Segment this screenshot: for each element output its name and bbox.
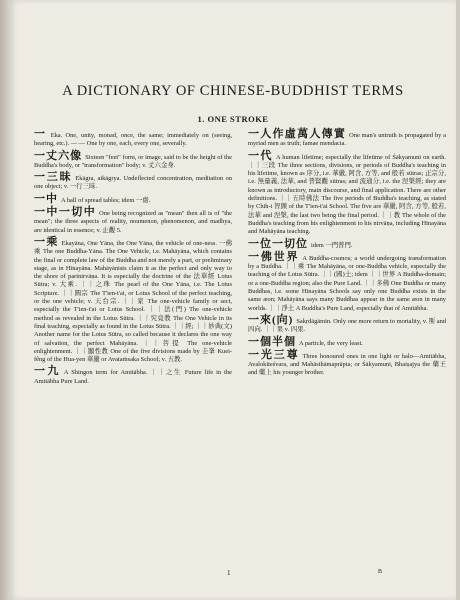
dictionary-entry — [34, 235, 233, 364]
entry-headword: 一乘 — [34, 235, 59, 248]
entry-headword: 一丈六像 — [34, 149, 83, 162]
entry-definition: A hall of spread tables; idem 一齋. — [61, 196, 151, 204]
dictionary-entry — [248, 313, 446, 335]
dictionary-page — [10, 0, 456, 600]
printer-signature-mark: B — [378, 569, 383, 575]
entry-headword: 一光三尊 — [248, 348, 300, 361]
entry-headword: 一佛世界 — [248, 250, 300, 263]
dictionary-entry — [34, 130, 232, 149]
entry-definition: idem 一門普門. — [311, 241, 353, 249]
dictionary-entry — [248, 250, 447, 313]
entry-definition: A Buddha-cosmos; a world undergoing transformation by a Buddha. ｜｜乘 The Mahāyāna, or one-Buddha vehicle, especially the teaching of the Lotus Sūtra. ｜｜(國)土; idem ｜｜世界 A Buddha-domain; or a one-Buddha region; also the Pure Land. ｜｜多佛 One Buddha or many Buddhas, i.e. some Hīnayāna Schools say only one Buddha exists in the same æon; Mahāyāna says many Buddhas appear in the same æon in many worlds. ｜｜淨土 A Buddha's Pure Land, especially that of Amitābha. — [248, 254, 447, 312]
entry-headword: 一來(向) — [248, 313, 294, 326]
entry-headword: 一個半個 — [248, 335, 296, 348]
dictionary-entry — [34, 367, 232, 386]
page-title: A DICTIONARY OF CHINESE-BUDDHIST TERMS — [62, 83, 404, 99]
dictionary-entry — [248, 130, 446, 149]
entry-headword: 一位一切位 — [248, 237, 308, 250]
entry-headword: 一中一切中 — [34, 206, 97, 219]
entry-definition: Ekāgra, aikāgrya. Undeflected concentration, meditation on one object; v. 一行三昧. — [34, 175, 233, 191]
dictionary-entry — [34, 208, 232, 235]
right-column — [248, 130, 446, 381]
entry-definition: Three honoured ones in one light or halo—Amitābha, Avalokiteśvara, and Mahāsthāmaprāpta; or Śākyamuni, Bhaiṣajya the 藥王 and 藥上 his younger brother. — [248, 352, 446, 377]
page-number: 1 — [227, 569, 231, 577]
entry-headword: 一九 — [34, 365, 61, 378]
dictionary-entry — [34, 173, 232, 192]
entry-definition: Sixteen "feet" form, or image, said to be the height of the Buddha's body, or "transformation" body; v. 丈六金身. — [34, 153, 232, 169]
entry-headword: 一人作虛萬人傳實 — [248, 128, 347, 140]
dictionary-entry — [248, 237, 446, 250]
entry-definition: A Shingon term for Amitābha. ｜｜之生 Future life in the Amitābha Pure Land. — [34, 369, 232, 385]
entry-headword: 一中 — [34, 192, 58, 205]
dictionary-entry — [248, 149, 446, 237]
entry-headword: 一 — [34, 128, 48, 140]
entry-definition: Ekayāna, One Yāna, the One Yāna, the vehicle of one-ness. 一佛乘 The one Buddha-Yāna. The One Vehicle, i.e. Mahāyāna, which contains the final or complete law of the Buddha and not merely a part, or preliminary stage, as in Hīnayāna. Mahāyānists claim it as the perfect and only way to the shore of parinirvāṇa. It is especially the doctrine of the 法華經 Lotus Sūtra; v. 大乘. ｜｜之珠 The pearl of the One Yāna, i.e. The Lotus Scripture. ｜｜圓宗 The T'ien-t'ai, or Lotus School of the perfect teaching, or the one vehicle; v. 天台宗. ｜｜家 The one-vehicle family or sect, especially the T'ien-t'ai or Lotus School. ｜｜法(門) The one-vehicle method as revealed in the Lotus Sūtra. ｜｜究竟教 The One Vehicle in its final teaching, especially as found in the Lotus Sūtra. ｜｜經; ｜｜妙典(文) Another name for the Lotus Sūtra, so called because it declares the one way of salvation, the perfect Mahāyāna. ｜｜菩提 The one-vehicle enlightenment. ｜｜顯性教 One of the five divisions made by 圭峯 Kuei-fêng of the Hua-yen 華嚴 or Avataṁsaka School; v. 五教. — [34, 239, 233, 364]
entry-definition: One man's untruth is propagated by a myriad men as truth; famae mendacia. — [248, 132, 447, 148]
section-heading: 1. ONE STROKE — [197, 114, 269, 124]
entry-definition: A human lifetime; especially the lifetime of Śākyamuni on earth. ｜｜三段 The three sections, divisions, or periods of Buddha's teaching in his lifetime, known as 序分, i.e. 華嚴, 阿含, 方等, and 般若 sūtras; 正宗分, i.e. 無量義, 法華, and 普賢觀 sūtras; and 流通分, i.e. the 涅槃經; they are known as introductory, main discourse, and final application. There are other definitions. ｜｜五時佛法 The five periods of Buddha's teaching, as stated by Chih-i 智顗 of the T'ien-t'ai School. The five are 華嚴, 阿含, 方等, 般若, 法華 and 涅槃, the last two being the final period. ｜｜教 The whole of the Buddha's teaching from his enlightenment to his nirvāṇa, including Hīnayāna and Mahāyāna teaching. — [248, 153, 446, 236]
dictionary-entry — [248, 335, 446, 348]
dictionary-entry — [248, 348, 446, 378]
dictionary-entry — [34, 192, 232, 205]
left-column — [34, 130, 232, 389]
entry-definition: Sakṛdāgāmin. Only one more return to mortality, v. 斯 and 四向. ｜｜果 v. 四果. — [248, 317, 446, 334]
entry-headword: 一代 — [248, 149, 273, 162]
entry-headword: 一三昧 — [34, 171, 73, 184]
page-binding-shadow — [0, 0, 10, 600]
dictionary-entry — [34, 149, 232, 171]
entry-definition: Eka. One, unity, monad, once, the same; immediately on (seeing, hearing, etc.). — — One by one, each, every one, severally. — [34, 132, 233, 148]
entry-definition: One being recognized as "mean" then all is of "the mean"; the three aspects of reality, noumenon, phenomenon, and madhya, are identical in essence; v. 止觀 5. — [34, 210, 233, 234]
entry-definition: A particle, the very least. — [299, 339, 363, 347]
